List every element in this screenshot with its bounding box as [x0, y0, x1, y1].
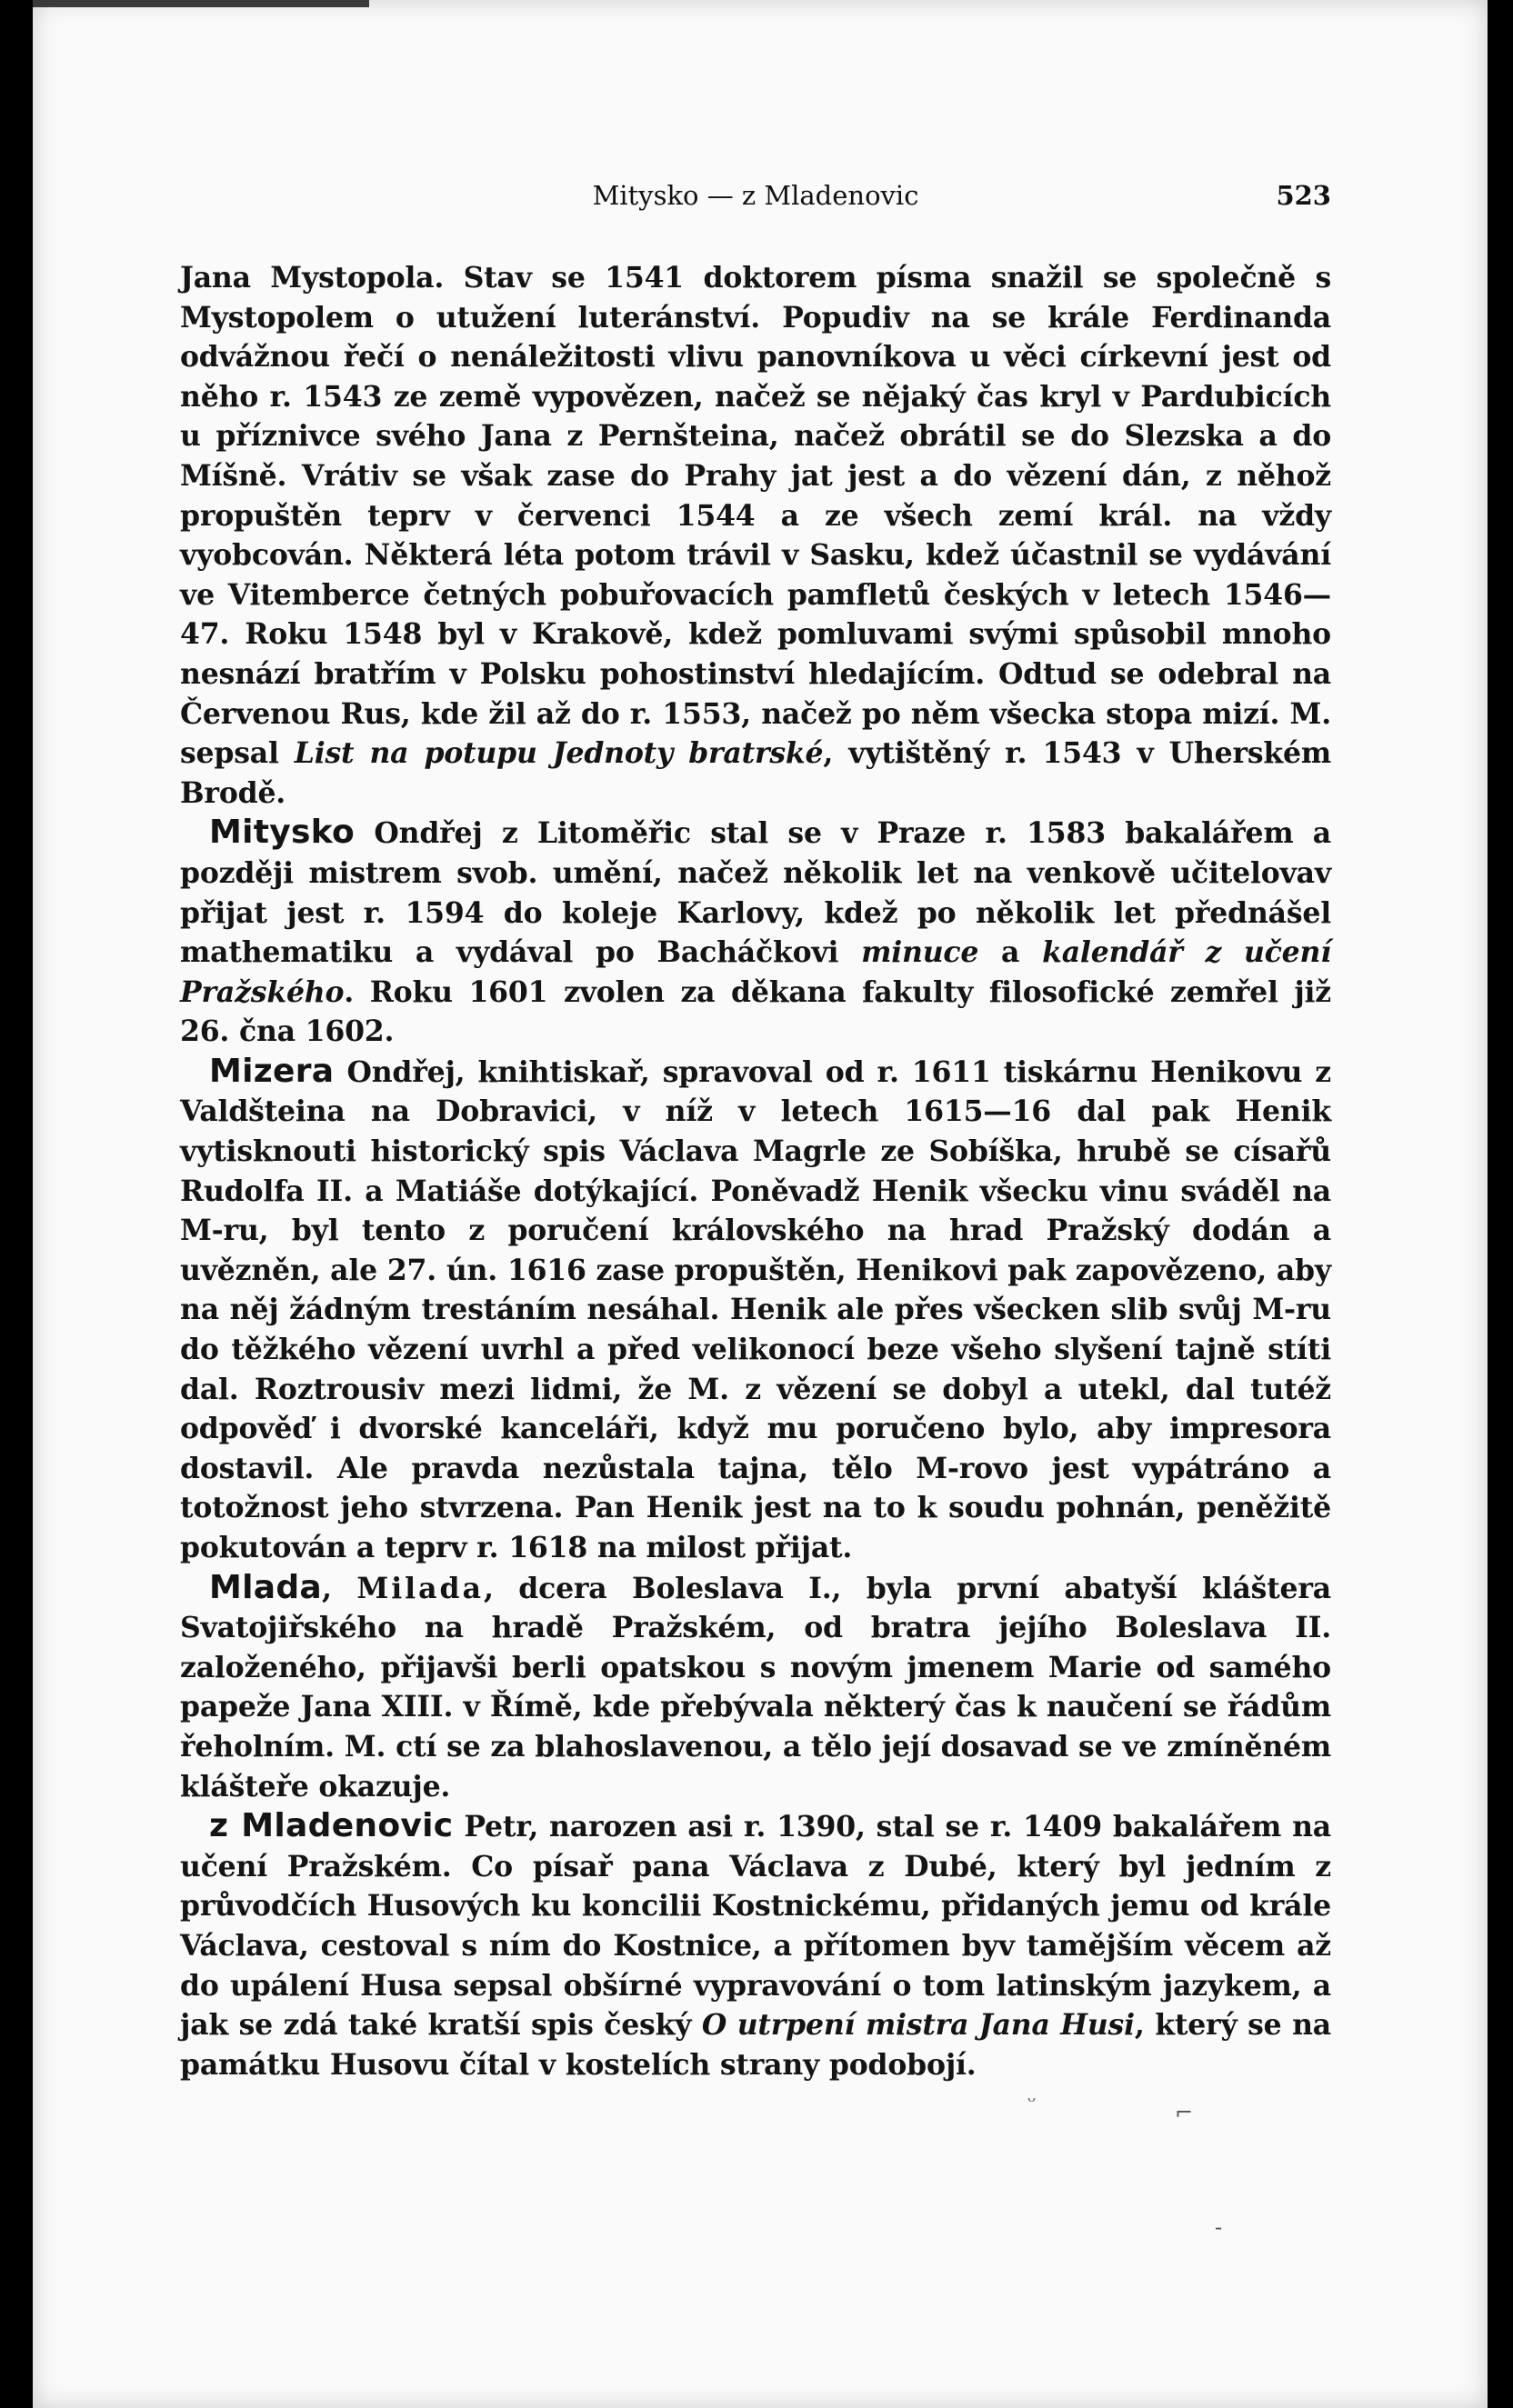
entry-paragraph [180, 1568, 1331, 1807]
entry-lemma: Mitysko [209, 814, 356, 852]
body-text: Ondřej, knihtiskař, spravoval od r. 1611 tiskárnu Henikovu z Valdšteina na Dobravici, v níž v letech 1615—16 dal pak Henik vytisknouti historický spis Václava Magrle ze Sobíška, hrubě se císařů Rudolfa II. a Matiáše dotýkající. Poněvadž Henik všecku vinu sváděl na M-ru, byl tento z poručení královského na hrad Pražský dodán a uvězněn, ale 27. ún. 1616 zase propuštěn, Henikovi pak zapovězeno, aby na něj žádným trestáním nesáhal. Henik ale přes všecken slib svůj M-ru do těžkého vězení uvrhl a před velikonocí beze všeho slyšení tajně stíti dal. Roztrousiv mezi lidmi, že M. z vězení se dobyl a utekl, dal tutéž odpověď i dvorské kanceláři, když mu poručeno bylo, aby impresora dostavil. Ale pravda nezůstala tajna, tělo M-rovo jest vypátráno a totožnost jeho stvrzena. Pan Henik jest na to k soudu pohnán, peněžitě pokutován a teprv r. 1618 na milost přijat. [180, 1054, 1331, 1564]
page-number: 523 [1276, 180, 1331, 211]
scan-edge-rule [33, 0, 369, 7]
text-block [180, 258, 1331, 2084]
body-text: a [978, 935, 1043, 970]
body-text: Ondřej z Litoměřic stal se v Praze r. 1583 bakalářem a později mistrem svob. umění, načež několik let na venkově učitelovav přijat jest r. 1594 do koleje Karlovy, kdež po několik let přednášel mathematiku a vydával po Bacháčkovi [180, 816, 1331, 970]
italic-title: kalendář z učení Pražského [180, 935, 1331, 1009]
body-text: , dcera Boleslava I., byla první abatyší kláštera Svatojiřského na hradě Pražském, od bratra jejího Boleslava II. založeného, přijavši berli opatskou s novým jmenem Marie od samého papeže Jana XIII. v Římě, kde přebývala některý čas k naučení se řádům řeholním. M. ctí se za blahoslavenou, a tělo její dosavad se ve zmíněném klášteře okazuje. [180, 1571, 1331, 1804]
scan-speck: - [1215, 2214, 1223, 2240]
running-title: Mitysko — z Mladenovic [592, 180, 919, 211]
body-text: , který se na památku Husovu čítal v kostelích strany podobojí. [180, 2008, 1332, 2082]
body-text: Petr, narozen asi r. 1390, stal se r. 1409 bakalářem na učení Pražském. Co písař pana Václava z Dubé, který byl jedním z průvodčích Husových ku koncilii Kostnickému, přidaných jemu od krále Václava, cestoval s ním do Kostnice, a přítomen byv tamějším věcem až do upálení Husa sepsal obšírné vypravování o tom latinským jazykem, a jak se zdá také kratší spis český [180, 1810, 1331, 2043]
entry-paragraph [180, 813, 1331, 1052]
entry-lemma: Mizera [209, 1052, 335, 1090]
continued-paragraph [180, 258, 1331, 813]
italic-title: O utrpení mistra Jana Husi [701, 2008, 1135, 2043]
italic-title: minuce [861, 935, 979, 970]
book-page [33, 0, 1488, 2408]
body-text: , vytištěný r. 1543 v Uherském Brodě. [180, 736, 1331, 810]
page-header [180, 180, 1331, 218]
entry-lemma: Mlada [209, 1568, 323, 1606]
italic-title: List na potupu Jednoty bratrské [294, 736, 824, 771]
entry-paragraph [180, 1806, 1331, 2084]
entry-lemma: z Mladenovic [209, 1807, 454, 1845]
body-text: , [322, 1571, 357, 1605]
spaced-name: Milada [356, 1571, 484, 1605]
entry-paragraph [180, 1052, 1331, 1568]
scan-speck: ᵕ [1027, 2089, 1037, 2114]
scan-speck: ⌐ [1175, 2100, 1194, 2125]
body-text: Jana Mystopola. Stav se 1541 doktorem písma snažil se společně s Mystopolem o utužení luteránství. Popudiv na se krále Ferdinanda odvážnou řečí o nenáležitosti vlivu panovníkova u věci církevní jest od něho r. 1543 ze země vypovězen, načež se nějaký čas kryl v Pardubicích u příznivce svého Jana z Pernšteina, načež obrátil se do Slezska a do Míšně. Vrátiv se však zase do Prahy jat jest a do vězení dán, z něhož propuštěn teprv v červenci 1544 a ze všech zemí král. na vždy vyobcován. Některá léta potom trávil v Sasku, kdež účastnil se vydávání ve Vitemberce četných pobuřovacích pamfletů českých v letech 1546—47. Roku 1548 byl v Krakově, kdež pomluvami svými spůsobil mnoho nesnází bratřím v Polsku pohostinství hledajícím. Odtud se odebral na Červenou Rus, kde žil až do r. 1553, načež po něm všecka stopa mizí. M. sepsal [180, 261, 1331, 771]
body-text: . Roku 1601 zvolen za děkana fakulty filosofické zemřel již 26. čna 1602. [180, 974, 1331, 1049]
